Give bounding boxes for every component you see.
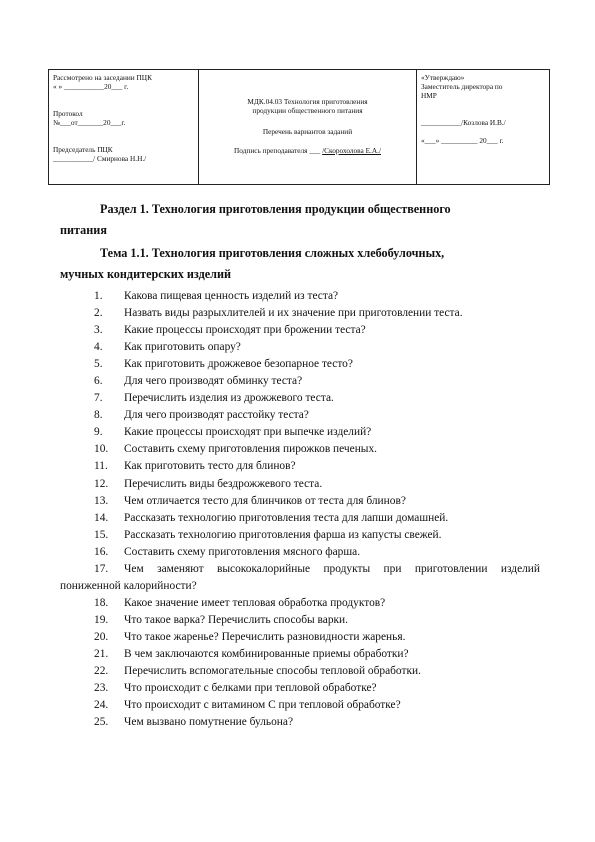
question-item [60, 407, 540, 424]
question-item [60, 510, 540, 527]
question-list [60, 288, 540, 731]
teacher-name: /Скорохолова Е.А./ [322, 146, 381, 155]
section-title-line2: питания [60, 223, 107, 237]
chair-label: Председатель ПЦК [53, 145, 113, 154]
question-item [60, 680, 540, 697]
question-text: Перечислить вспомогательные способы тепловой обработки. [124, 664, 421, 677]
question-item [60, 424, 540, 441]
question-text: Какое значение имеет тепловая обработка продуктов? [124, 596, 386, 609]
question-number: 22. [94, 664, 109, 677]
question-text: В чем заключаются комбинированные приемы обработки? [124, 647, 409, 660]
question-item [60, 714, 540, 731]
topic-title-line2: мучных кондитерских изделий [60, 267, 232, 281]
question-number: 18. [94, 596, 109, 609]
approve-label: «Утверждаю» [421, 73, 465, 82]
question-item [60, 663, 540, 680]
question-text: Для чего производят расстойку теста? [124, 409, 309, 422]
question-number: 7. [94, 392, 103, 405]
question-item [60, 493, 540, 510]
question-item [60, 339, 540, 356]
variants-title: Перечень вариантов заданий [262, 127, 353, 136]
question-text: Как приготовить опару? [124, 341, 241, 354]
topic-title-line1: Тема 1.1. Технология приготовления сложных хлебобулочных, [100, 246, 445, 260]
question-item [60, 527, 540, 544]
question-item [60, 595, 540, 612]
question-item [60, 288, 540, 305]
question-number: 5. [94, 358, 103, 371]
course-subtitle: продукции общественного питания [252, 106, 363, 115]
question-item [60, 646, 540, 663]
question-number: 20. [94, 630, 109, 643]
question-item [60, 612, 540, 629]
question-number: 2. [94, 307, 103, 320]
question-number: 16. [94, 545, 109, 558]
question-text: Что происходит с витамином С при тепловой обработке? [124, 699, 401, 712]
header-table [48, 69, 550, 185]
question-number: 10. [94, 443, 109, 456]
question-item [60, 356, 540, 373]
question-item [60, 561, 540, 595]
protocol-number: №___от_______20___г. [53, 118, 126, 127]
section-title-line1: Раздел 1. Технология приготовления продукции общественного [100, 202, 451, 216]
question-item [60, 390, 540, 407]
question-text: Чем отличается тесто для блинчиков от теста для блинов? [124, 494, 406, 507]
teacher-signature [203, 146, 412, 155]
question-item [60, 697, 540, 714]
question-text: Как приготовить дрожжевое безопарное тесто? [124, 358, 353, 371]
question-text: Что такое жаренье? Перечислить разновидности жаренья. [124, 630, 406, 643]
course-title: МДК.04.03 Технология приготовления [247, 97, 368, 106]
question-text: Перечислить изделия из дрожжевого теста. [124, 392, 334, 405]
question-number: 23. [94, 681, 109, 694]
question-item [60, 305, 540, 322]
teacher-signature-label: Подпись преподавателя ___ [234, 146, 323, 155]
question-text: Составить схему приготовления мясного фарша. [124, 545, 361, 558]
chair-signature: ___________/ Смирнова Н.Н./ [53, 154, 147, 163]
deputy-signature: ___________/Козлова И.В./ [421, 118, 506, 127]
question-number: 12. [94, 477, 109, 490]
question-text: Для чего производят обминку теста? [124, 375, 303, 388]
deputy-dept: НМР [421, 91, 437, 100]
question-text: Что такое варка? Перечислить способы варки. [124, 613, 349, 626]
question-number: 8. [94, 409, 103, 422]
question-text: Рассказать технологию приготовления фарша из капусты свежей. [124, 528, 442, 541]
review-date: « » ___________20___ г. [53, 82, 129, 91]
section-heading [60, 199, 540, 241]
question-text: Как приготовить тесто для блинов? [124, 460, 296, 473]
topic-heading [60, 243, 540, 285]
question-number: 15. [94, 528, 109, 541]
question-number: 13. [94, 494, 109, 507]
question-item [60, 441, 540, 458]
header-left-cell [49, 70, 199, 184]
question-text: Перечислить виды бездрожжевого теста. [124, 477, 323, 490]
question-text: Какова пищевая ценность изделий из теста? [124, 290, 339, 302]
question-text: Назвать виды разрыхлителей и их значение при приготовлении теста. [124, 307, 463, 320]
header-center-cell [199, 70, 417, 184]
question-item [60, 544, 540, 561]
question-number: 21. [94, 647, 109, 660]
question-number: 17. [94, 562, 109, 575]
question-text: Какие процессы происходят при выпечке изделий? [124, 426, 372, 439]
question-item [60, 373, 540, 390]
question-number: 11. [94, 460, 108, 473]
question-text: Чем заменяют высококалорийные продукты при приготовлении изделий пониженной калорийности? [60, 562, 540, 592]
review-label: Рассмотрено на заседании ПЦК [53, 73, 152, 82]
question-number: 14. [94, 511, 109, 524]
question-item [60, 476, 540, 493]
question-number: 4. [94, 341, 103, 354]
question-number: 9. [94, 426, 103, 439]
question-text: Рассказать технологию приготовления теста для лапши домашней. [124, 511, 449, 524]
question-text: Какие процессы происходят при брожении теста? [124, 324, 366, 337]
deputy-title: Заместитель директора по [421, 82, 503, 91]
question-text: Что происходит с белками при тепловой обработке? [124, 681, 377, 694]
header-right-cell [417, 70, 549, 184]
question-item [60, 458, 540, 475]
question-text: Составить схему приготовления пирожков печеных. [124, 443, 378, 456]
question-number: 19. [94, 613, 109, 626]
question-number: 25. [94, 716, 109, 729]
approve-date: «___» __________ 20___ г. [421, 136, 504, 145]
question-item [60, 322, 540, 339]
protocol-label: Протокол [53, 109, 83, 118]
question-number: 24. [94, 699, 109, 712]
question-number: 3. [94, 324, 103, 337]
question-number: 6. [94, 375, 103, 388]
question-item [60, 629, 540, 646]
question-text: Чем вызвано помутнение бульона? [124, 716, 294, 729]
question-number: 1. [94, 290, 103, 302]
